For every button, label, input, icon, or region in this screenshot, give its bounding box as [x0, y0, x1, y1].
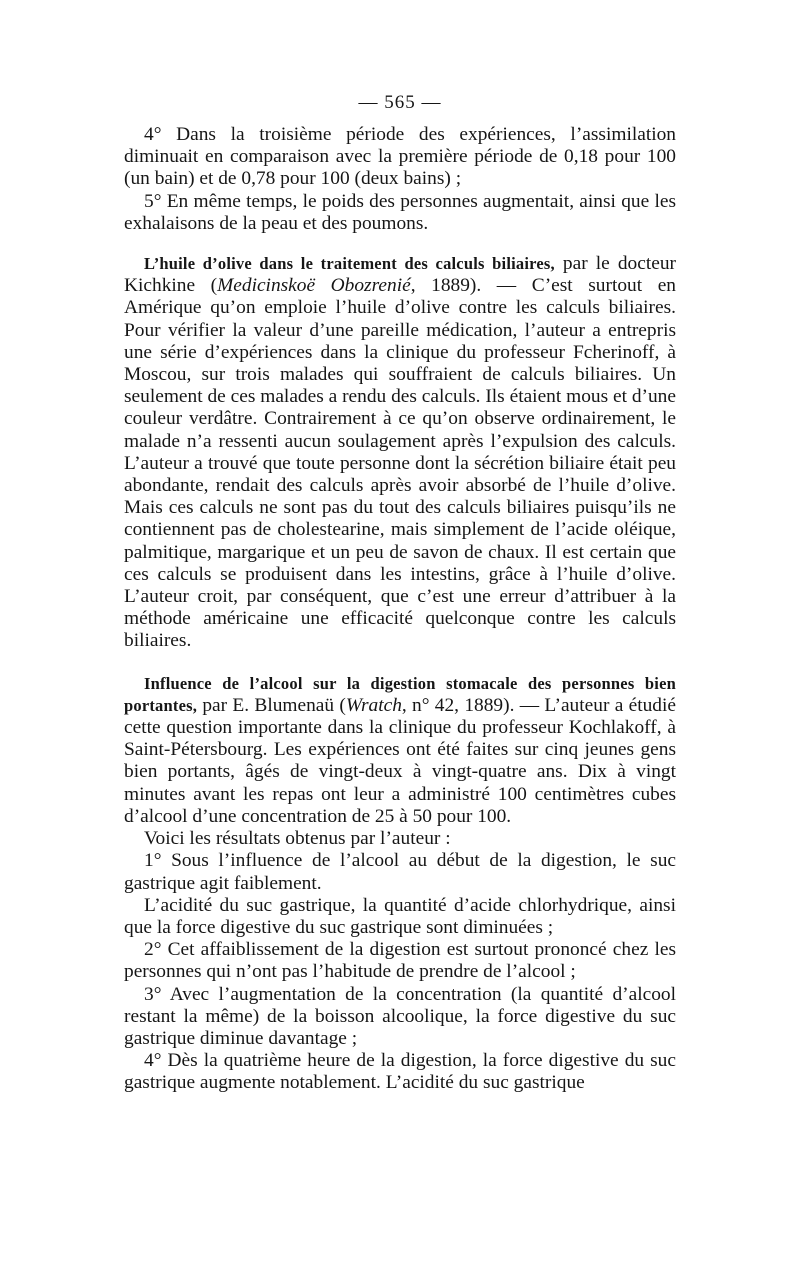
article-author: par le docteur Kichkine ( [124, 253, 676, 297]
journal-title: Wratch [345, 694, 402, 716]
article-body: C’est surtout en Amérique qu’on emploie l’huile d’olive contre les calculs biliaires. Pour vérifier la valeur d’une pareille médication, l’auteur a entrepris une série d’expériences dans la clinique du professeur Fcherinoff, à Moscou, sur trois malades qui souffraient de calculs biliaires. Un seulement de ces malades a rendu des calculs. Ils étaient mous et d’une couleur verdâtre. Contrairement à ce qu’on observe ordinairement, le malade n’a ressenti aucun soulagement après l’expulsion des calculs. L’auteur a trouvé que toute personne dont la sécrétion biliaire était peu abondante, rendait des calculs après avoir absorbé de l’huile d’olive. Mais ces calculs ne sont pas du tout des calculs biliaires puisqu’ils ne contiennent pas de cholestearine, mais simplement de l’acide oléique, palmitique, margarique et un peu de savon de chaux. Il est certain que ces calculs se produisent dans les intestins, grâce à l’huile d’olive. L’auteur croit, par conséquent, que c’est une erreur d’attribuer à la méthode américaine une efficacité quelconque contre les calculs biliaires. [124, 275, 676, 652]
result-4: 4° Dès la quatrième heure de la digestion, la force digestive du suc gastrique augmente notablement. L’acidité du suc gastrique [124, 1050, 676, 1094]
article-heading: L’huile d’olive dans le traitement des calculs biliaires, [144, 254, 555, 274]
article-author: par E. Blumenaü ( [197, 694, 346, 716]
article-alcohol [124, 673, 676, 828]
result-2: 2° Cet affaiblissement de la digestion est surtout prononcé chez les personnes qui n’ont pas l’habitude de prendre de l’alcool ; [124, 939, 676, 983]
journal-title: Medicinskoë Obozrenié [217, 275, 411, 297]
results-intro: Voici les résultats obtenus par l’auteur : [144, 828, 451, 850]
journal-ref: , n° 42, 1889). [401, 694, 515, 716]
result-1: 1° Sous l’influence de l’alcool au début de la digestion, le suc gastrique agit faiblement. [124, 850, 676, 894]
page-number: — 565 — [358, 92, 442, 113]
page-body [124, 124, 676, 1095]
paragraph-item-4: 4° Dans la troisième période des expériences, l’assimilation diminuait en comparaison avec la première période de 0,18 pour 100 (un bain) et de 0,78 pour 100 (deux bains) ; [124, 124, 676, 190]
article-intro: — L’auteur a étudié cette question importante dans la clinique du professeur Kochlakoff, à Saint-Pétersbourg. Les expériences ont été faites sur cinq jeunes gens bien portants, âgés de vingt-deux à vingt-quatre ans. Dix à vingt minutes avant les repas ont leur a administré 100 centimètres cubes d’alcool d’une concentration de 25 à 50 pour 100. [124, 694, 676, 827]
result-3: 3° Avec l’augmentation de la concentration (la quantité d’alcool restant la même) de la boisson alcoolique, la force digestive du suc gastrique diminue davantage ; [124, 983, 676, 1049]
paragraph-item-5: 5° En même temps, le poids des personnes augmentait, ainsi que les exhalaisons de la peau et des poumons. [124, 190, 676, 234]
article-heading: Influence de l’alcool sur la digestion stomacale des personnes bien portantes, [124, 673, 676, 715]
result-1-detail: L’acidité du suc gastrique, la quantité d’acide chlorhydrique, ainsi que la force digestive du suc gastrique sont diminuées ; [124, 894, 676, 938]
article-olive-oil [124, 253, 676, 653]
journal-ref: , 1889). — [410, 275, 532, 297]
